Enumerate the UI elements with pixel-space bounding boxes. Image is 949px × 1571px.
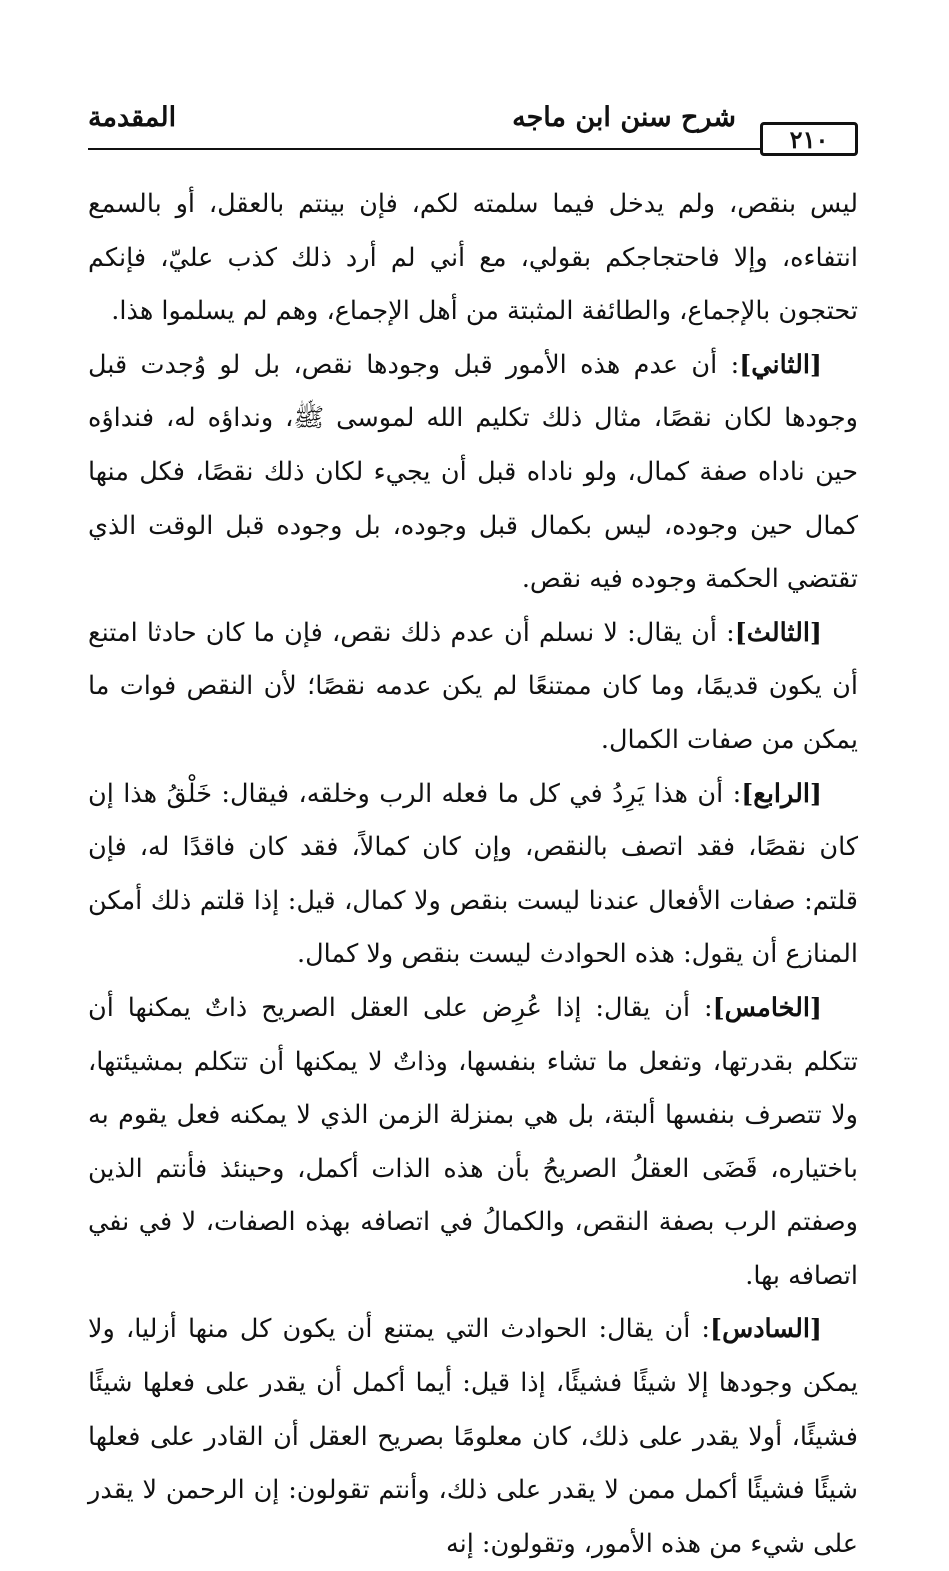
point-label: [الثالث] xyxy=(734,617,822,648)
paragraph-fifth xyxy=(88,982,858,1304)
paragraph-text: ليس بنقص، ولم يدخل فيما سلمته لكم، فإن بينتم بالعقل، أو بالسمع انتفاءه، وإلا فاحتجاجكم بقولي، مع أني لم أرد ذلك كذب عليّ، فإنكم تحتجون بالإجماع، والطائفة المثبتة من أهل الإجماع، وهم لم يسلموا هذا. xyxy=(88,189,858,327)
page-number: ٢١٠ xyxy=(760,122,858,156)
paragraph-third xyxy=(88,607,858,768)
point-label: [السادس] xyxy=(710,1314,822,1345)
paragraph-sixth xyxy=(88,1303,858,1571)
paragraph-text: : أن يقال: الحوادث التي يمتنع أن يكون كل منها أزليا، ولا يمكن وجودها إلا شيئًا فشيئًا، إذا قيل: أيما أكمل أن يقدر على فعلها شيئًا فشيئًا، أولا يقدر على ذلك، كان معلومًا بصريح العقل أن القادر على فعلها شيئًا فشيئًا أكمل ممن لا يقدر على ذلك، وأنتم تقولون: إن الرحمن لا يقدر على شيء من هذه الأمور، وتقولون: إنه xyxy=(88,1314,858,1559)
paragraph-second xyxy=(88,339,858,607)
point-label: [الثاني] xyxy=(739,349,822,380)
paragraph-fourth xyxy=(88,768,858,982)
header-rule xyxy=(88,148,762,150)
point-label: [الرابع] xyxy=(741,778,822,809)
page-header xyxy=(88,100,858,160)
point-label: [الخامس] xyxy=(712,992,822,1023)
paragraph-text: : أن يقال: إذا عُرِض على العقل الصريح ذاتٌ يمكنها أن تتكلم بقدرتها، وتفعل ما تشاء بنفسها، وذاتٌ لا يمكنها أن تتكلم بمشيئتها، ولا تتصرف بنفسها ألبتة، بل هي بمنزلة الزمن الذي لا يمكنه فعل يقوم به باختياره، قَضَى العقلُ الصريحُ بأن هذه الذات أكمل، وحينئذ فأنتم الذين وصفتم الرب بصفة النقص، والكمالُ في اتصافه بهذه الصفات، لا في نفي اتصافه بها. xyxy=(88,992,858,1291)
paragraph-text: : أن عدم هذه الأمور قبل وجودها نقص، بل لو وُجدت قبل وجودها لكان نقصًا، مثال ذلك تكليم الله لموسى ﷺ، ونداؤه له، فنداؤه حين ناداه صفة كمال، ولو ناداه قبل أن يجيء لكان ذلك نقصًا، فكل منها كمال حين وجوده، ليس بكمال قبل وجوده، بل وجوده قبل الوقت الذي تقتضي الحكمة وجوده فيه نقص. xyxy=(88,349,858,595)
paragraph-text: : أن يقال: لا نسلم أن عدم ذلك نقص، فإن ما كان حادثا امتنع أن يكون قديمًا، وما كان ممتنعًا لم يكن عدمه نقصًا؛ لأن النقص فوات ما يمكن من صفات الكمال. xyxy=(88,617,858,755)
section-title: المقدمة xyxy=(88,102,177,133)
paragraph-continuation xyxy=(88,178,858,339)
page-body xyxy=(88,178,858,1571)
paragraph-text: : أن هذا يَرِدُ في كل ما فعله الرب وخلقه، فيقال: خَلْقُ هذا إن كان نقصًا، فقد اتصف بالنقص، وإن كان كمالاً، فقد كان فاقدًا له، فإن قلتم: صفات الأفعال عندنا ليست بنقص ولا كمال، قيل: إذا قلتم ذلك أمكن المنازع أن يقول: هذه الحوادث ليست بنقص ولا كمال. xyxy=(88,778,858,970)
book-title: شرح سنن ابن ماجه xyxy=(512,102,736,133)
